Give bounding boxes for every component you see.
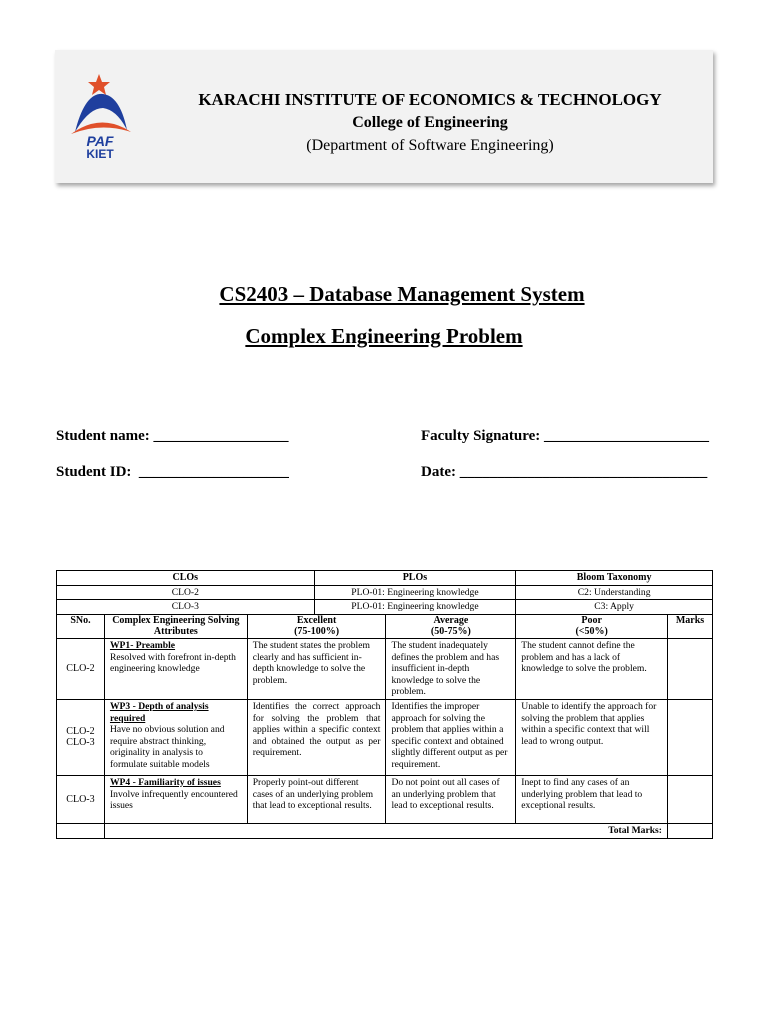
marks-cell	[667, 699, 712, 775]
clo-row	[57, 585, 713, 600]
marks-cell	[667, 775, 712, 823]
average-cell: Do not point out all cases of an underlying problem that lead to exceptional results.	[386, 775, 516, 823]
clo-cell: CLO-2	[57, 585, 315, 600]
excellent-cell: The student states the problem clearly and has sufficient in-depth knowledge to solve the problem.	[247, 638, 386, 699]
clo-header-row	[57, 571, 713, 586]
attribute-cell: WP4 - Familiarity of issues Involve infrequently encountered issues	[104, 775, 247, 823]
department-name: (Department of Software Engineering)	[306, 137, 554, 154]
rubric-table	[56, 570, 713, 839]
poor-cell: Inept to find any cases of an underlying problem that lead to exceptional results.	[516, 775, 668, 823]
bloom-header: Bloom Taxonomy	[516, 571, 713, 586]
svg-text:KIET: KIET	[86, 147, 114, 161]
average-cell: Identifies the improper approach for solving the problem that applies within a specific context and obtained slightly different output as per requirement.	[386, 699, 516, 775]
average-header: Average (50-75%)	[386, 614, 516, 638]
college-name: College of Engineering	[352, 114, 508, 131]
rubric-row	[57, 775, 713, 823]
clo-row	[57, 600, 713, 615]
paf-kiet-logo	[65, 72, 135, 162]
attribute-cell: WP3 - Depth of analysis required Have no obvious solution and require abstract thinking, originality in analysis to formulate suitable models	[104, 699, 247, 775]
plo-cell: PLO-01: Engineering knowledge	[314, 585, 516, 600]
excellent-cell: Properly point-out different cases of an underlying problem that lead to exceptional results.	[247, 775, 386, 823]
total-sno-cell	[57, 823, 105, 838]
student-id-field: Student ID: ____________________	[56, 464, 289, 480]
sno-cell: CLO-2	[57, 638, 105, 699]
student-name-field: Student name: __________________	[56, 428, 289, 444]
total-row	[57, 823, 713, 838]
marks-cell	[667, 638, 712, 699]
institute-header	[55, 50, 713, 183]
course-title: CS2403 – Database Management System	[219, 282, 585, 306]
bloom-cell: C3: Apply	[516, 600, 713, 615]
attributes-header: Complex Engineering Solving Attributes	[104, 614, 247, 638]
attribute-cell: WP1- Preamble Resolved with forefront in-depth engineering knowledge	[104, 638, 247, 699]
plos-header: PLOs	[314, 571, 516, 586]
plo-cell: PLO-01: Engineering knowledge	[314, 600, 516, 615]
poor-header: Poor (<50%)	[516, 614, 668, 638]
rubric-header-row	[57, 614, 713, 638]
sno-cell: CLO-2 CLO-3	[57, 699, 105, 775]
poor-cell: Unable to identify the approach for solving the problem that applies within a specific context that will lead to wrong output.	[516, 699, 668, 775]
date-field: Date: _________________________________	[421, 464, 708, 480]
sno-header: SNo.	[57, 614, 105, 638]
rubric-row	[57, 699, 713, 775]
problem-title: Complex Engineering Problem	[245, 324, 523, 348]
excellent-cell: Identifies the correct approach for solving the problem that applies within a specific context and obtained the output as per requirement.	[247, 699, 386, 775]
institute-name: KARACHI INSTITUTE OF ECONOMICS & TECHNOLOGY	[198, 90, 662, 109]
clos-header: CLOs	[57, 571, 315, 586]
total-marks-label: Total Marks:	[104, 823, 667, 838]
total-marks-cell	[667, 823, 712, 838]
faculty-signature-field: Faculty Signature: ______________________	[421, 428, 710, 444]
sno-cell: CLO-3	[57, 775, 105, 823]
clo-cell: CLO-3	[57, 600, 315, 615]
poor-cell: The student cannot define the problem and has a lack of knowledge to solve the problem.	[516, 638, 668, 699]
marks-header: Marks	[667, 614, 712, 638]
svg-text:PAF: PAF	[86, 133, 114, 149]
excellent-header: Excellent (75-100%)	[247, 614, 386, 638]
rubric-row	[57, 638, 713, 699]
bloom-cell: C2: Understanding	[516, 585, 713, 600]
average-cell: The student inadequately defines the problem and has insufficient in-depth knowledge to solve the problem.	[386, 638, 516, 699]
